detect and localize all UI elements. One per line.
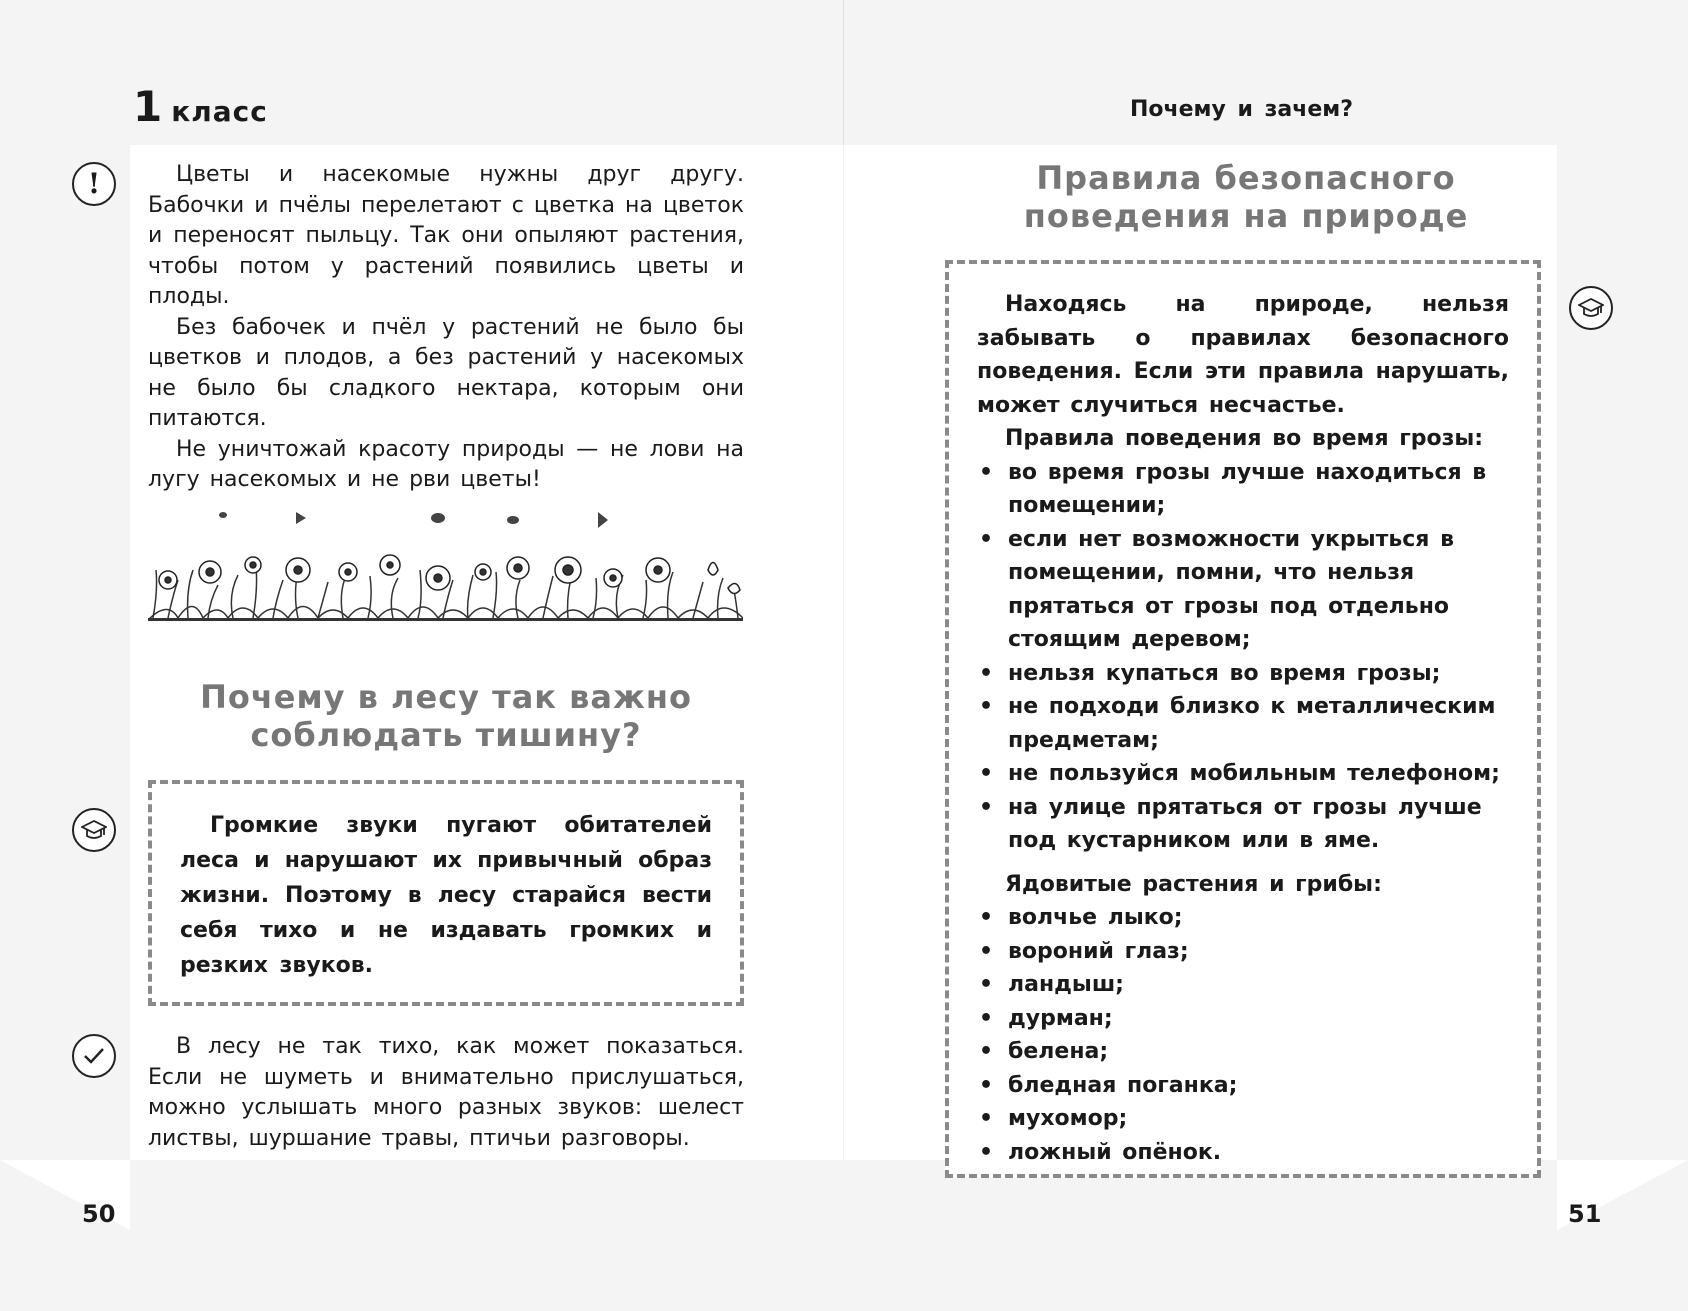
list-item: • белена;	[977, 1035, 1509, 1069]
left-page-number: 50	[82, 1200, 116, 1228]
safety-rules-heading	[946, 159, 1546, 235]
storm-rules-title: Правила поведения во время грозы:	[1005, 426, 1484, 451]
forest-heading-line-1: Почему в лесу так важно	[200, 678, 692, 716]
forest-silence-box	[148, 780, 744, 1006]
grade-word: класс	[171, 95, 268, 128]
safety-intro: Находясь на природе, нельзя забывать о правилах безопасного поведения. Если эти правила нарушать, может случиться несчастье.	[977, 292, 1509, 418]
grade-label	[133, 82, 268, 131]
checkmark-icon	[72, 1034, 116, 1078]
list-item: • на улице прятаться от грозы лучше под кустарником или в яме.	[977, 791, 1509, 858]
list-item: • не подходи близко к металлическим предметам;	[977, 690, 1509, 757]
safety-heading-line-2: поведения на природе	[1023, 197, 1469, 235]
right-page-number: 51	[1568, 1200, 1602, 1228]
exclamation-icon	[72, 162, 116, 206]
list-item: • мухомор;	[977, 1102, 1509, 1136]
forest-silence-heading	[148, 678, 744, 754]
grade-number: 1	[133, 82, 164, 131]
flower-meadow-illustration	[148, 510, 743, 622]
closing-paragraph: В лесу не так тихо, как может показаться. Если не шуметь и внимательно прислушаться, можно услышать много разных звуков: шелест листвы, шуршание травы, птичьи разговоры.	[148, 1034, 744, 1151]
graduation-cap-icon	[72, 808, 116, 852]
poison-plants-title: Ядовитые растения и грибы:	[1005, 871, 1382, 897]
safety-rules-box	[945, 260, 1541, 1178]
list-item: • бледная поганка;	[977, 1069, 1509, 1103]
intro-paragraph-1: Цветы и насекомые нужны друг другу. Бабочки и пчёлы перелетают с цветка на цветок и переносят пыльцу. Так они опыляют растения, чтобы потом у растений появились цветы и плоды.	[148, 162, 744, 309]
safety-heading-line-1: Правила безопасного	[1036, 159, 1456, 197]
cap-glyph	[1578, 297, 1604, 319]
list-item: • нельзя купаться во время грозы;	[977, 657, 1509, 691]
intro-paragraph-2: Без бабочек и пчёл у растений не было бы цветков и плодов, а без растений у насекомых не было бы сладкого нектара, которым они питаются.	[148, 314, 744, 431]
forest-heading-line-2: соблюдать тишину?	[250, 716, 642, 754]
cap-glyph	[81, 819, 107, 841]
intro-text	[148, 160, 744, 496]
list-item: • волчье лыко;	[977, 901, 1509, 935]
running-title: Почему и зачем?	[1130, 97, 1354, 122]
poison-plants-list	[977, 901, 1509, 1169]
list-item: • ложный опёнок.	[977, 1136, 1509, 1170]
check-glyph	[82, 1046, 106, 1066]
list-item: • во время грозы лучше находиться в помещении;	[977, 456, 1509, 523]
intro-paragraph-3: Не уничтожай красоту природы — не лови на лугу насекомых и не рви цветы!	[148, 436, 744, 492]
forest-silence-box-text: Громкие звуки пугают обитателей леса и нарушают их привычный образ жизни. Поэтому в лесу старайся вести себя тихо и не издавать громких и резких звуков.	[180, 813, 712, 978]
list-item: • дурман;	[977, 1002, 1509, 1036]
list-item: • не пользуйся мобильным телефоном;	[977, 757, 1509, 791]
graduation-cap-icon	[1569, 286, 1613, 330]
storm-rules-list	[977, 456, 1509, 858]
list-item: • если нет возможности укрыться в помещении, помни, что нельзя прятаться от грозы под отдельно стоящим деревом;	[977, 523, 1509, 657]
list-item: • ландыш;	[977, 968, 1509, 1002]
page-spine	[843, 0, 844, 145]
list-item: • вороний глаз;	[977, 935, 1509, 969]
exclamation-mark: !	[87, 167, 101, 200]
closing-text	[148, 1032, 744, 1154]
